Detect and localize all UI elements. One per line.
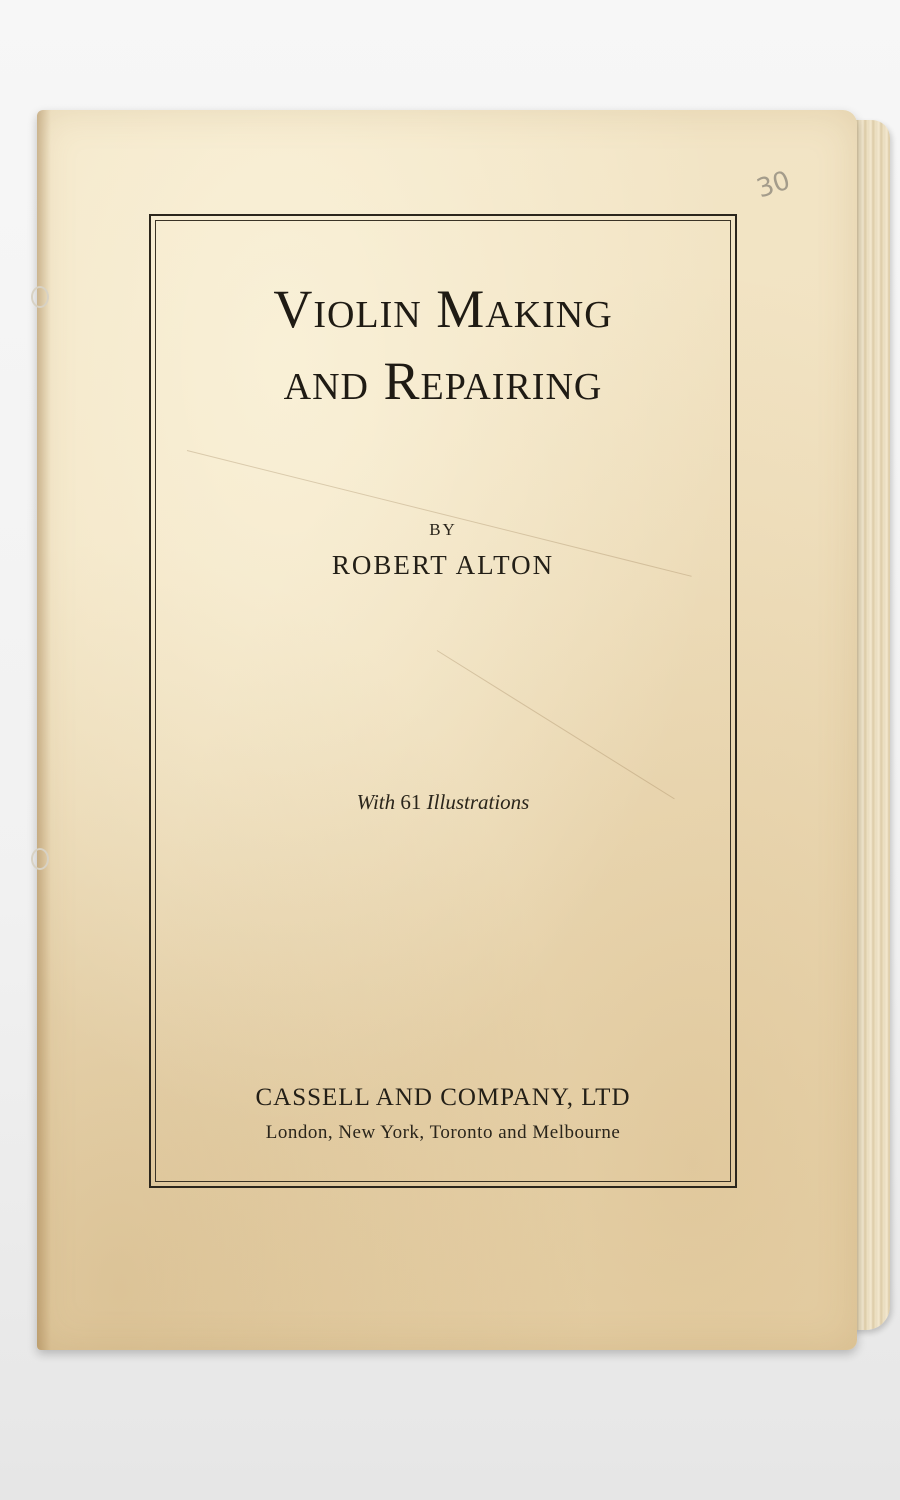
binding-thread xyxy=(31,286,49,308)
publisher-name: CASSELL AND COMPANY, LTD xyxy=(255,1084,631,1111)
by-label: BY xyxy=(429,520,457,539)
pencil-annotation: 30 xyxy=(753,165,794,205)
illustrations-prefix: With xyxy=(356,790,396,814)
publisher-cities: London, New York, Toronto and Melbourne xyxy=(265,1122,621,1143)
binding-thread xyxy=(31,848,49,870)
illustrations-suffix: Illustrations xyxy=(426,790,530,814)
illustrations-note xyxy=(149,790,737,815)
cover-text xyxy=(149,110,737,1350)
illustrations-count: 61 xyxy=(400,790,422,814)
book-title-line-1: Violin Making xyxy=(273,279,613,339)
book-title-line-2: and Repairing xyxy=(283,351,603,411)
author-name: ROBERT ALTON xyxy=(331,550,555,580)
book-cover xyxy=(37,110,857,1350)
